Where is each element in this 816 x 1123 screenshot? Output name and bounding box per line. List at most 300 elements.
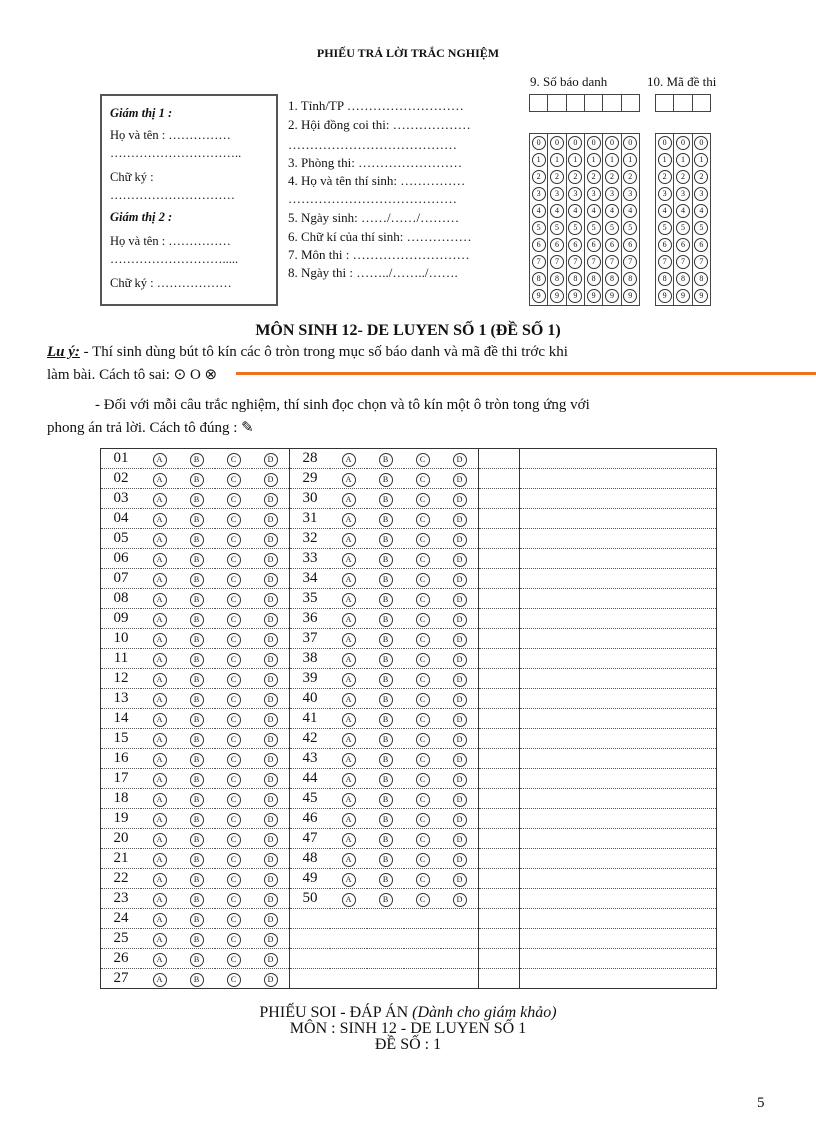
option-bubble-b[interactable]: B xyxy=(190,793,204,807)
option-bubble-c[interactable]: C xyxy=(416,493,430,507)
option-bubble-c[interactable]: C xyxy=(416,473,430,487)
option-bubble-c[interactable]: C xyxy=(227,473,241,487)
option-bubble-b[interactable]: B xyxy=(190,593,204,607)
option-bubble-d[interactable]: D xyxy=(453,573,467,587)
option-bubble-d[interactable]: D xyxy=(264,533,278,547)
option-bubble-a[interactable]: A xyxy=(342,813,356,827)
option-bubble-b[interactable]: B xyxy=(379,633,393,647)
option-bubble-a[interactable]: A xyxy=(153,893,167,907)
option-bubble-c[interactable]: C xyxy=(416,733,430,747)
option-bubble-a[interactable]: A xyxy=(153,653,167,667)
digit-bubble[interactable]: 5 xyxy=(676,221,690,235)
option-bubble-c[interactable]: C xyxy=(416,793,430,807)
option-bubble-b[interactable]: B xyxy=(379,713,393,727)
option-bubble-a[interactable]: A xyxy=(342,693,356,707)
digit-bubble[interactable]: 0 xyxy=(587,136,601,150)
option-bubble-c[interactable]: C xyxy=(416,453,430,467)
option-bubble-d[interactable]: D xyxy=(453,613,467,627)
option-bubble-a[interactable]: A xyxy=(153,513,167,527)
option-bubble-b[interactable]: B xyxy=(190,673,204,687)
option-bubble-d[interactable]: D xyxy=(264,453,278,467)
option-bubble-a[interactable]: A xyxy=(342,613,356,627)
option-bubble-c[interactable]: C xyxy=(416,513,430,527)
option-bubble-c[interactable]: C xyxy=(227,453,241,467)
option-bubble-d[interactable]: D xyxy=(453,473,467,487)
option-bubble-c[interactable]: C xyxy=(227,893,241,907)
option-bubble-b[interactable]: B xyxy=(379,753,393,767)
option-bubble-c[interactable]: C xyxy=(227,753,241,767)
option-bubble-a[interactable]: A xyxy=(153,673,167,687)
digit-bubble[interactable]: 3 xyxy=(550,187,564,201)
option-bubble-a[interactable]: A xyxy=(153,473,167,487)
field-8[interactable]: 7. Môn thi : ……………………… xyxy=(288,247,470,262)
option-bubble-c[interactable]: C xyxy=(416,853,430,867)
option-bubble-b[interactable]: B xyxy=(190,473,204,487)
digit-bubble[interactable]: 0 xyxy=(676,136,690,150)
digit-bubble[interactable]: 8 xyxy=(676,272,690,286)
option-bubble-c[interactable]: C xyxy=(416,633,430,647)
option-bubble-a[interactable]: A xyxy=(153,553,167,567)
digit-bubble[interactable]: 1 xyxy=(676,153,690,167)
option-bubble-b[interactable]: B xyxy=(379,673,393,687)
digit-bubble[interactable]: 6 xyxy=(658,238,672,252)
field-3[interactable]: 3. Phòng thi: …………………… xyxy=(288,155,463,170)
option-bubble-b[interactable]: B xyxy=(190,713,204,727)
option-bubble-b[interactable]: B xyxy=(190,753,204,767)
option-bubble-c[interactable]: C xyxy=(227,913,241,927)
option-bubble-c[interactable]: C xyxy=(227,633,241,647)
digit-bubble[interactable]: 5 xyxy=(532,221,546,235)
digit-bubble[interactable]: 6 xyxy=(676,238,690,252)
option-bubble-b[interactable]: B xyxy=(379,653,393,667)
digit-bubble[interactable]: 7 xyxy=(623,255,637,269)
digit-bubble[interactable]: 3 xyxy=(568,187,582,201)
option-bubble-a[interactable]: A xyxy=(342,753,356,767)
digit-bubble[interactable]: 5 xyxy=(568,221,582,235)
digit-bubble[interactable]: 7 xyxy=(568,255,582,269)
option-bubble-b[interactable]: B xyxy=(190,833,204,847)
option-bubble-c[interactable]: C xyxy=(227,613,241,627)
option-bubble-d[interactable]: D xyxy=(264,913,278,927)
option-bubble-c[interactable]: C xyxy=(416,813,430,827)
digit-bubble[interactable]: 9 xyxy=(694,289,708,303)
digit-bubble[interactable]: 6 xyxy=(532,238,546,252)
option-bubble-a[interactable]: A xyxy=(342,833,356,847)
option-bubble-d[interactable]: D xyxy=(264,513,278,527)
option-bubble-a[interactable]: A xyxy=(342,493,356,507)
option-bubble-a[interactable]: A xyxy=(153,633,167,647)
option-bubble-a[interactable]: A xyxy=(342,733,356,747)
option-bubble-d[interactable]: D xyxy=(264,553,278,567)
digit-bubble[interactable]: 7 xyxy=(550,255,564,269)
digit-bubble[interactable]: 3 xyxy=(605,187,619,201)
digit-bubble[interactable]: 8 xyxy=(605,272,619,286)
option-bubble-b[interactable]: B xyxy=(190,633,204,647)
option-bubble-b[interactable]: B xyxy=(379,553,393,567)
digit-bubble[interactable]: 1 xyxy=(550,153,564,167)
digit-bubble[interactable]: 2 xyxy=(623,170,637,184)
option-bubble-a[interactable]: A xyxy=(342,853,356,867)
digit-bubble[interactable]: 9 xyxy=(568,289,582,303)
option-bubble-b[interactable]: B xyxy=(379,853,393,867)
digit-bubble[interactable]: 7 xyxy=(605,255,619,269)
option-bubble-c[interactable]: C xyxy=(227,553,241,567)
option-bubble-c[interactable]: C xyxy=(416,653,430,667)
option-bubble-b[interactable]: B xyxy=(379,893,393,907)
option-bubble-d[interactable]: D xyxy=(264,813,278,827)
field-7[interactable]: 6. Chữ kí của thí sinh: …………… xyxy=(288,229,472,244)
option-bubble-a[interactable]: A xyxy=(342,673,356,687)
option-bubble-d[interactable]: D xyxy=(453,653,467,667)
option-bubble-b[interactable]: B xyxy=(190,553,204,567)
sbd-bubble-grid[interactable] xyxy=(529,133,640,306)
option-bubble-a[interactable]: A xyxy=(342,773,356,787)
option-bubble-c[interactable]: C xyxy=(416,833,430,847)
digit-bubble[interactable]: 8 xyxy=(550,272,564,286)
option-bubble-c[interactable]: C xyxy=(227,853,241,867)
digit-bubble[interactable]: 3 xyxy=(587,187,601,201)
option-bubble-d[interactable]: D xyxy=(264,853,278,867)
option-bubble-b[interactable]: B xyxy=(379,693,393,707)
option-bubble-a[interactable]: A xyxy=(342,513,356,527)
option-bubble-c[interactable]: C xyxy=(416,753,430,767)
digit-bubble[interactable]: 8 xyxy=(532,272,546,286)
digit-bubble[interactable]: 3 xyxy=(694,187,708,201)
digit-bubble[interactable]: 9 xyxy=(658,289,672,303)
option-bubble-d[interactable]: D xyxy=(264,893,278,907)
digit-bubble[interactable]: 0 xyxy=(623,136,637,150)
option-bubble-b[interactable]: B xyxy=(190,953,204,967)
digit-bubble[interactable]: 2 xyxy=(550,170,564,184)
option-bubble-a[interactable]: A xyxy=(153,693,167,707)
option-bubble-a[interactable]: A xyxy=(342,573,356,587)
option-bubble-d[interactable]: D xyxy=(264,593,278,607)
digit-bubble[interactable]: 9 xyxy=(623,289,637,303)
option-bubble-b[interactable]: B xyxy=(379,533,393,547)
digit-bubble[interactable]: 2 xyxy=(694,170,708,184)
made-boxes[interactable] xyxy=(655,94,711,112)
field-2[interactable]: ………………………………… xyxy=(288,137,457,152)
option-bubble-a[interactable]: A xyxy=(342,453,356,467)
option-bubble-d[interactable]: D xyxy=(453,733,467,747)
option-bubble-d[interactable]: D xyxy=(264,473,278,487)
option-bubble-b[interactable]: B xyxy=(379,733,393,747)
digit-bubble[interactable]: 5 xyxy=(623,221,637,235)
digit-bubble[interactable]: 6 xyxy=(587,238,601,252)
option-bubble-b[interactable]: B xyxy=(379,493,393,507)
digit-bubble[interactable]: 9 xyxy=(605,289,619,303)
digit-bubble[interactable]: 0 xyxy=(658,136,672,150)
option-bubble-b[interactable]: B xyxy=(379,513,393,527)
option-bubble-d[interactable]: D xyxy=(453,793,467,807)
digit-bubble[interactable]: 4 xyxy=(532,204,546,218)
option-bubble-a[interactable]: A xyxy=(342,873,356,887)
option-bubble-d[interactable]: D xyxy=(264,733,278,747)
option-bubble-b[interactable]: B xyxy=(190,853,204,867)
digit-bubble[interactable]: 1 xyxy=(587,153,601,167)
digit-bubble[interactable]: 4 xyxy=(605,204,619,218)
digit-bubble[interactable]: 0 xyxy=(694,136,708,150)
digit-bubble[interactable]: 4 xyxy=(694,204,708,218)
option-bubble-b[interactable]: B xyxy=(190,873,204,887)
option-bubble-c[interactable]: C xyxy=(227,593,241,607)
option-bubble-d[interactable]: D xyxy=(264,773,278,787)
option-bubble-b[interactable]: B xyxy=(190,493,204,507)
digit-bubble[interactable]: 1 xyxy=(532,153,546,167)
digit-bubble[interactable]: 4 xyxy=(587,204,601,218)
digit-bubble[interactable]: 8 xyxy=(568,272,582,286)
digit-bubble[interactable]: 2 xyxy=(587,170,601,184)
digit-bubble[interactable]: 5 xyxy=(550,221,564,235)
option-bubble-a[interactable]: A xyxy=(342,553,356,567)
option-bubble-c[interactable]: C xyxy=(416,693,430,707)
option-bubble-b[interactable]: B xyxy=(190,513,204,527)
option-bubble-d[interactable]: D xyxy=(453,893,467,907)
digit-bubble[interactable]: 9 xyxy=(676,289,690,303)
option-bubble-b[interactable]: B xyxy=(190,533,204,547)
option-bubble-b[interactable]: B xyxy=(379,573,393,587)
option-bubble-d[interactable]: D xyxy=(453,493,467,507)
option-bubble-a[interactable]: A xyxy=(153,493,167,507)
option-bubble-a[interactable]: A xyxy=(153,753,167,767)
option-bubble-a[interactable]: A xyxy=(342,633,356,647)
digit-bubble[interactable]: 3 xyxy=(676,187,690,201)
digit-bubble[interactable]: 7 xyxy=(587,255,601,269)
option-bubble-c[interactable]: C xyxy=(416,613,430,627)
digit-bubble[interactable]: 6 xyxy=(605,238,619,252)
digit-bubble[interactable]: 8 xyxy=(587,272,601,286)
option-bubble-c[interactable]: C xyxy=(416,893,430,907)
option-bubble-c[interactable]: C xyxy=(227,833,241,847)
option-bubble-b[interactable]: B xyxy=(190,913,204,927)
field-4[interactable]: 4. Họ và tên thí sinh: …………… xyxy=(288,173,466,188)
option-bubble-a[interactable]: A xyxy=(153,853,167,867)
option-bubble-d[interactable]: D xyxy=(453,773,467,787)
digit-bubble[interactable]: 5 xyxy=(605,221,619,235)
digit-bubble[interactable]: 5 xyxy=(658,221,672,235)
option-bubble-c[interactable]: C xyxy=(227,933,241,947)
option-bubble-a[interactable]: A xyxy=(153,873,167,887)
digit-bubble[interactable]: 1 xyxy=(658,153,672,167)
option-bubble-d[interactable]: D xyxy=(264,693,278,707)
made-bubble-grid[interactable] xyxy=(655,133,711,306)
option-bubble-d[interactable]: D xyxy=(264,753,278,767)
digit-bubble[interactable]: 2 xyxy=(658,170,672,184)
digit-bubble[interactable]: 4 xyxy=(676,204,690,218)
option-bubble-c[interactable]: C xyxy=(416,713,430,727)
digit-bubble[interactable]: 2 xyxy=(532,170,546,184)
option-bubble-a[interactable]: A xyxy=(153,913,167,927)
digit-bubble[interactable]: 2 xyxy=(605,170,619,184)
field-1[interactable]: 2. Hội đồng coi thi: ……………… xyxy=(288,117,471,132)
option-bubble-d[interactable]: D xyxy=(453,693,467,707)
option-bubble-a[interactable]: A xyxy=(342,713,356,727)
option-bubble-d[interactable]: D xyxy=(453,633,467,647)
option-bubble-b[interactable]: B xyxy=(190,453,204,467)
option-bubble-a[interactable]: A xyxy=(153,593,167,607)
option-bubble-a[interactable]: A xyxy=(153,953,167,967)
option-bubble-c[interactable]: C xyxy=(416,873,430,887)
option-bubble-d[interactable]: D xyxy=(264,493,278,507)
option-bubble-d[interactable]: D xyxy=(264,713,278,727)
option-bubble-d[interactable]: D xyxy=(453,853,467,867)
digit-bubble[interactable]: 4 xyxy=(658,204,672,218)
option-bubble-a[interactable]: A xyxy=(153,933,167,947)
option-bubble-c[interactable]: C xyxy=(416,533,430,547)
option-bubble-d[interactable]: D xyxy=(264,793,278,807)
option-bubble-c[interactable]: C xyxy=(227,513,241,527)
option-bubble-c[interactable]: C xyxy=(416,553,430,567)
option-bubble-c[interactable]: C xyxy=(227,733,241,747)
option-bubble-d[interactable]: D xyxy=(264,973,278,987)
option-bubble-c[interactable]: C xyxy=(227,713,241,727)
option-bubble-b[interactable]: B xyxy=(379,793,393,807)
sbd-boxes[interactable] xyxy=(529,94,640,112)
option-bubble-d[interactable]: D xyxy=(453,553,467,567)
digit-bubble[interactable]: 8 xyxy=(623,272,637,286)
digit-bubble[interactable]: 0 xyxy=(568,136,582,150)
digit-bubble[interactable]: 1 xyxy=(694,153,708,167)
option-bubble-c[interactable]: C xyxy=(227,793,241,807)
option-bubble-c[interactable]: C xyxy=(416,593,430,607)
option-bubble-a[interactable]: A xyxy=(342,593,356,607)
digit-bubble[interactable]: 1 xyxy=(605,153,619,167)
field-5[interactable]: ………………………………… xyxy=(288,191,457,206)
option-bubble-b[interactable]: B xyxy=(379,473,393,487)
field-0[interactable]: 1. Tỉnh/TP ……………………… xyxy=(288,98,464,113)
digit-bubble[interactable]: 9 xyxy=(550,289,564,303)
option-bubble-d[interactable]: D xyxy=(453,593,467,607)
option-bubble-b[interactable]: B xyxy=(190,893,204,907)
digit-bubble[interactable]: 6 xyxy=(568,238,582,252)
option-bubble-b[interactable]: B xyxy=(379,833,393,847)
option-bubble-a[interactable]: A xyxy=(153,833,167,847)
digit-bubble[interactable]: 4 xyxy=(568,204,582,218)
option-bubble-d[interactable]: D xyxy=(453,453,467,467)
digit-bubble[interactable]: 8 xyxy=(658,272,672,286)
option-bubble-c[interactable]: C xyxy=(227,673,241,687)
option-bubble-a[interactable]: A xyxy=(153,453,167,467)
option-bubble-d[interactable]: D xyxy=(264,613,278,627)
option-bubble-d[interactable]: D xyxy=(264,833,278,847)
digit-bubble[interactable]: 4 xyxy=(623,204,637,218)
option-bubble-a[interactable]: A xyxy=(153,813,167,827)
option-bubble-d[interactable]: D xyxy=(453,513,467,527)
option-bubble-d[interactable]: D xyxy=(453,713,467,727)
digit-bubble[interactable]: 7 xyxy=(532,255,546,269)
option-bubble-d[interactable]: D xyxy=(453,813,467,827)
option-bubble-a[interactable]: A xyxy=(342,533,356,547)
option-bubble-a[interactable]: A xyxy=(153,773,167,787)
digit-bubble[interactable]: 0 xyxy=(605,136,619,150)
option-bubble-b[interactable]: B xyxy=(190,613,204,627)
option-bubble-a[interactable]: A xyxy=(153,733,167,747)
option-bubble-b[interactable]: B xyxy=(379,873,393,887)
digit-bubble[interactable]: 5 xyxy=(694,221,708,235)
digit-bubble[interactable]: 7 xyxy=(658,255,672,269)
digit-bubble[interactable]: 6 xyxy=(623,238,637,252)
digit-bubble[interactable]: 5 xyxy=(587,221,601,235)
option-bubble-c[interactable]: C xyxy=(227,493,241,507)
option-bubble-b[interactable]: B xyxy=(379,453,393,467)
option-bubble-b[interactable]: B xyxy=(379,773,393,787)
option-bubble-d[interactable]: D xyxy=(264,873,278,887)
option-bubble-d[interactable]: D xyxy=(453,873,467,887)
digit-bubble[interactable]: 7 xyxy=(676,255,690,269)
option-bubble-d[interactable]: D xyxy=(264,573,278,587)
digit-bubble[interactable]: 3 xyxy=(532,187,546,201)
field-9[interactable]: 8. Ngày thi : ……../……../……. xyxy=(288,265,458,280)
option-bubble-b[interactable]: B xyxy=(190,573,204,587)
digit-bubble[interactable]: 2 xyxy=(568,170,582,184)
option-bubble-c[interactable]: C xyxy=(227,653,241,667)
option-bubble-b[interactable]: B xyxy=(190,933,204,947)
digit-bubble[interactable]: 7 xyxy=(694,255,708,269)
option-bubble-b[interactable]: B xyxy=(190,653,204,667)
option-bubble-b[interactable]: B xyxy=(190,813,204,827)
field-6[interactable]: 5. Ngày sinh: ……/……/……… xyxy=(288,210,460,225)
digit-bubble[interactable]: 6 xyxy=(550,238,564,252)
digit-bubble[interactable]: 3 xyxy=(623,187,637,201)
option-bubble-b[interactable]: B xyxy=(379,593,393,607)
option-bubble-d[interactable]: D xyxy=(453,673,467,687)
option-bubble-d[interactable]: D xyxy=(264,933,278,947)
digit-bubble[interactable]: 9 xyxy=(532,289,546,303)
option-bubble-a[interactable]: A xyxy=(153,713,167,727)
option-bubble-c[interactable]: C xyxy=(227,873,241,887)
option-bubble-b[interactable]: B xyxy=(190,973,204,987)
option-bubble-c[interactable]: C xyxy=(227,573,241,587)
digit-bubble[interactable]: 0 xyxy=(532,136,546,150)
option-bubble-b[interactable]: B xyxy=(190,693,204,707)
digit-bubble[interactable]: 2 xyxy=(676,170,690,184)
option-bubble-d[interactable]: D xyxy=(453,753,467,767)
option-bubble-a[interactable]: A xyxy=(153,973,167,987)
option-bubble-a[interactable]: A xyxy=(342,473,356,487)
option-bubble-c[interactable]: C xyxy=(416,673,430,687)
option-bubble-d[interactable]: D xyxy=(453,833,467,847)
option-bubble-d[interactable]: D xyxy=(264,653,278,667)
option-bubble-b[interactable]: B xyxy=(190,733,204,747)
digit-bubble[interactable]: 4 xyxy=(550,204,564,218)
digit-bubble[interactable]: 8 xyxy=(694,272,708,286)
option-bubble-a[interactable]: A xyxy=(342,653,356,667)
option-bubble-a[interactable]: A xyxy=(342,893,356,907)
option-bubble-d[interactable]: D xyxy=(453,533,467,547)
option-bubble-c[interactable]: C xyxy=(416,773,430,787)
option-bubble-a[interactable]: A xyxy=(153,533,167,547)
digit-bubble[interactable]: 1 xyxy=(568,153,582,167)
digit-bubble[interactable]: 0 xyxy=(550,136,564,150)
digit-bubble[interactable]: 6 xyxy=(694,238,708,252)
option-bubble-d[interactable]: D xyxy=(264,633,278,647)
option-bubble-b[interactable]: B xyxy=(379,813,393,827)
option-bubble-b[interactable]: B xyxy=(379,613,393,627)
option-bubble-c[interactable]: C xyxy=(227,953,241,967)
option-bubble-c[interactable]: C xyxy=(227,813,241,827)
option-bubble-a[interactable]: A xyxy=(153,613,167,627)
digit-bubble[interactable]: 9 xyxy=(587,289,601,303)
option-bubble-a[interactable]: A xyxy=(153,573,167,587)
option-bubble-c[interactable]: C xyxy=(227,773,241,787)
option-bubble-c[interactable]: C xyxy=(227,693,241,707)
option-bubble-a[interactable]: A xyxy=(153,793,167,807)
option-bubble-d[interactable]: D xyxy=(264,953,278,967)
option-bubble-c[interactable]: C xyxy=(227,973,241,987)
option-bubble-a[interactable]: A xyxy=(342,793,356,807)
option-bubble-b[interactable]: B xyxy=(190,773,204,787)
option-bubble-c[interactable]: C xyxy=(227,533,241,547)
